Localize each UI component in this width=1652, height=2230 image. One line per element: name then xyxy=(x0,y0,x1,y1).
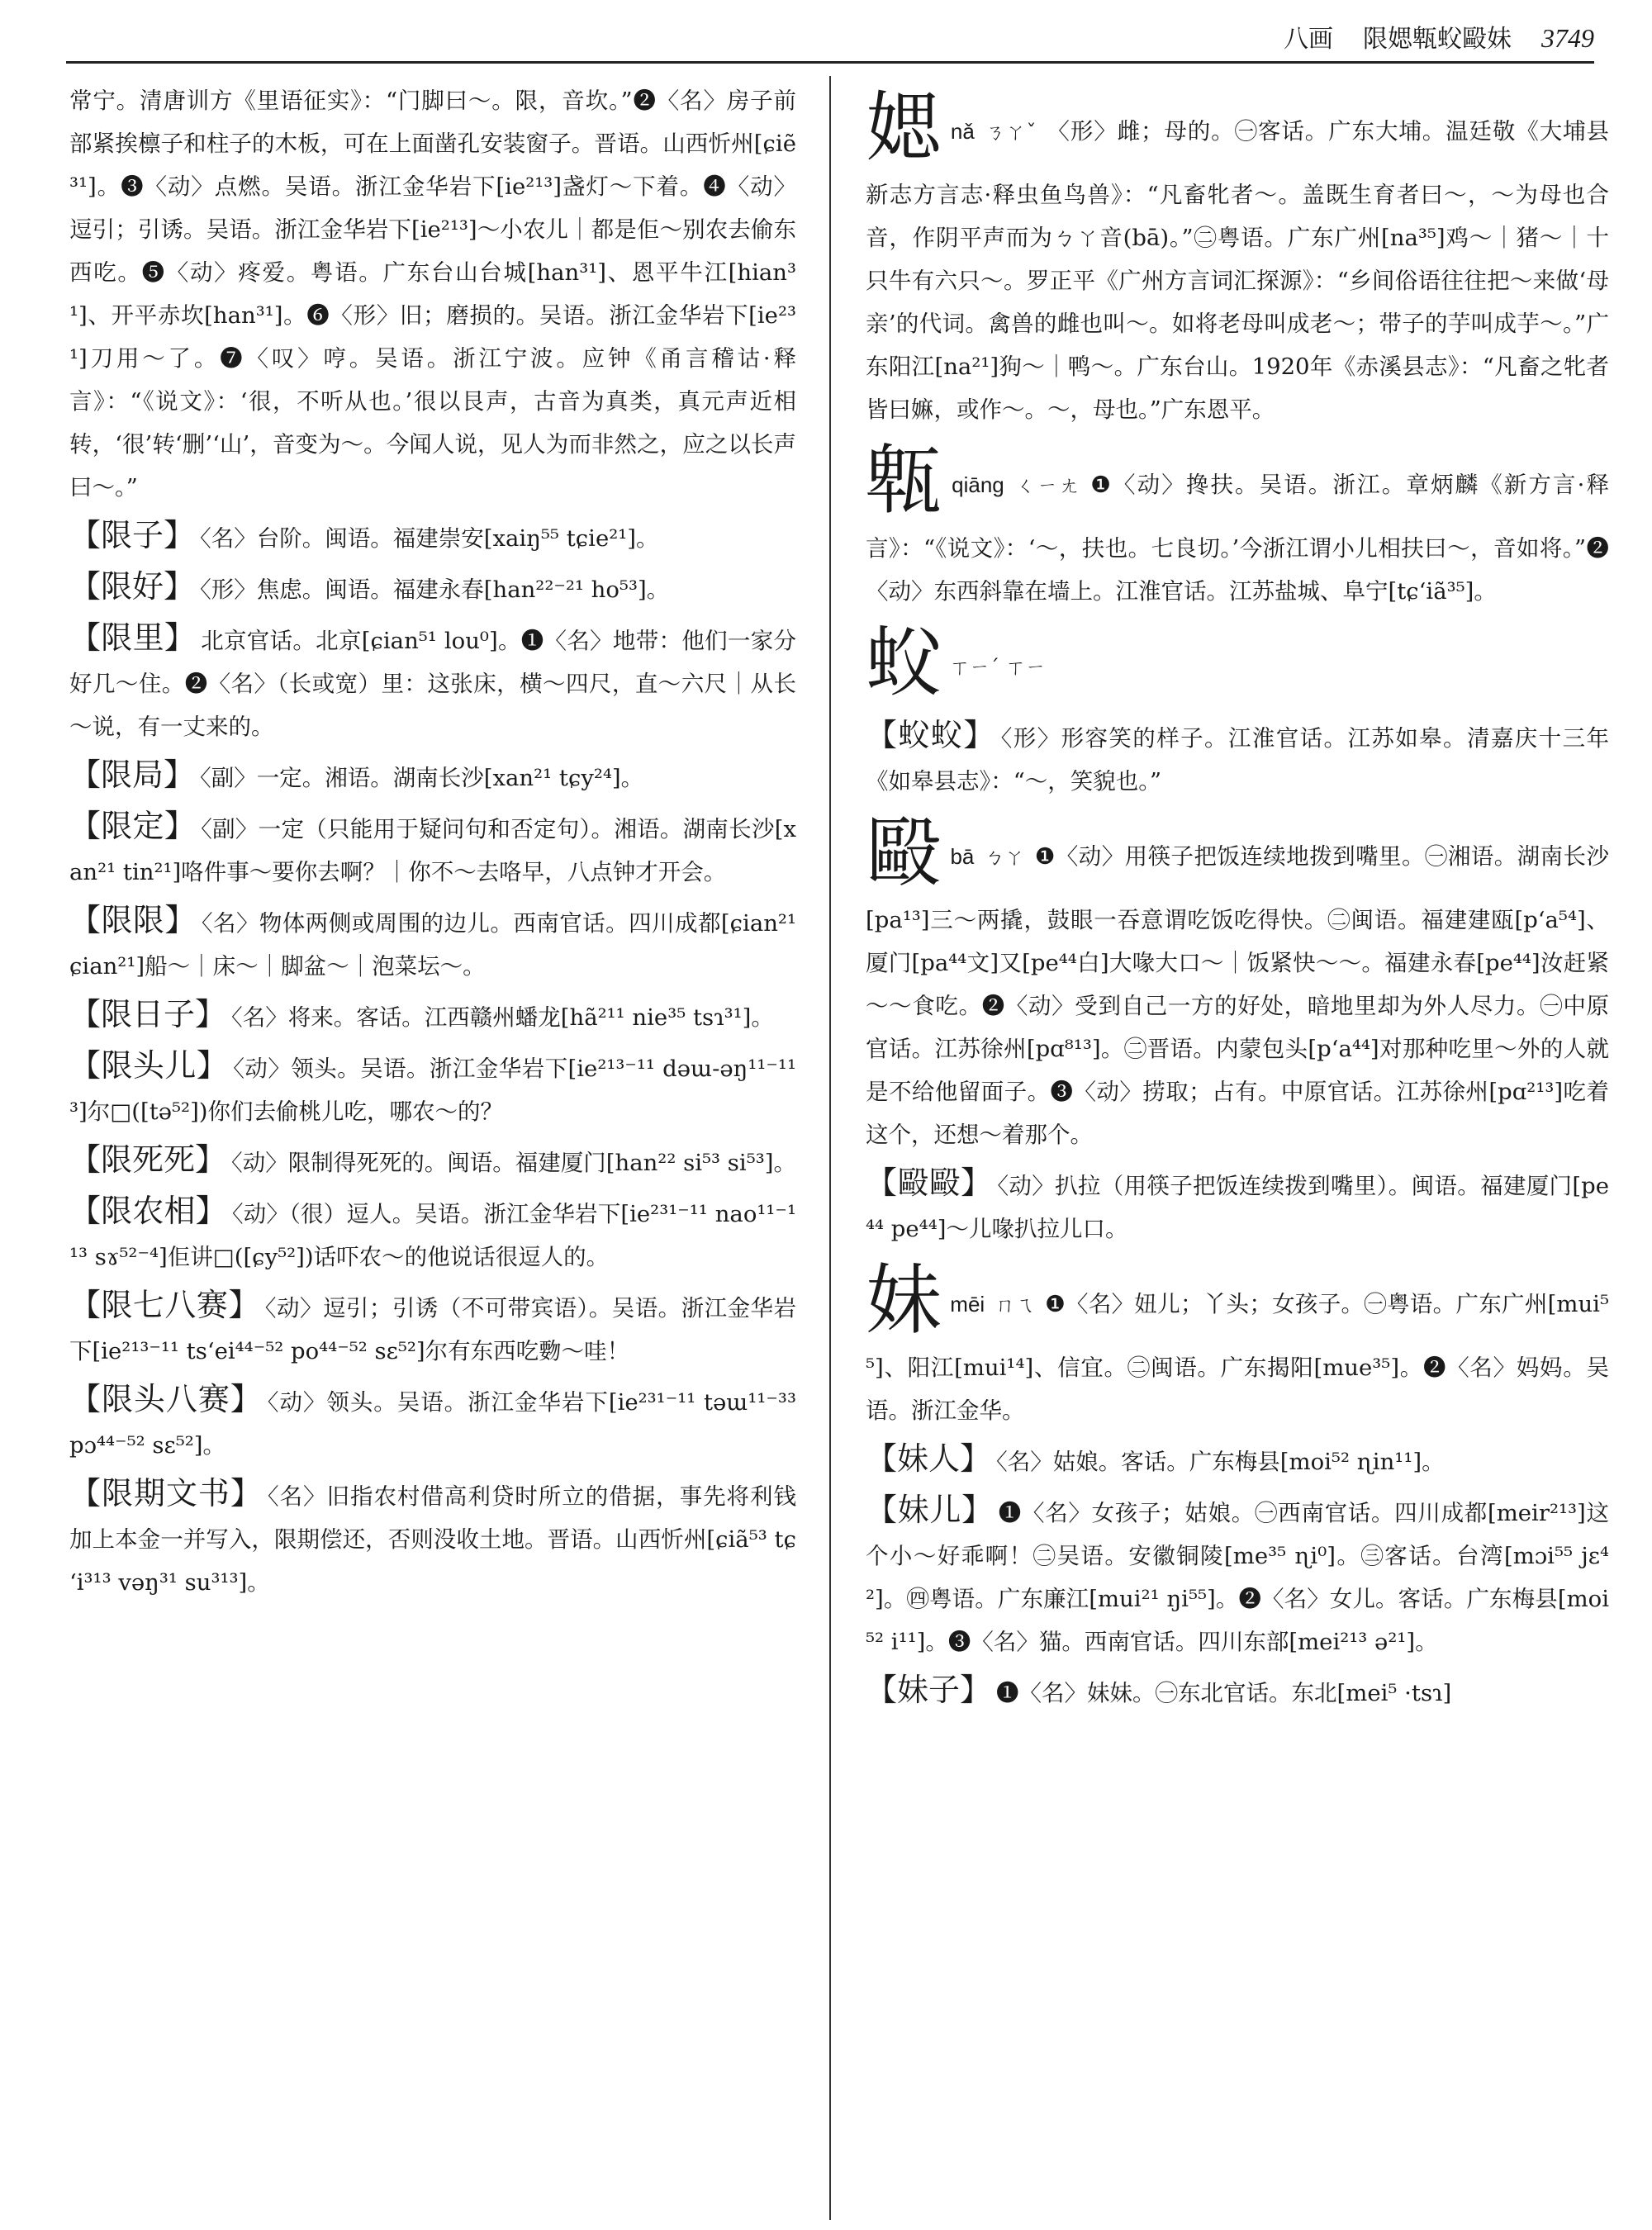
char-entry-xi xyxy=(866,618,1609,709)
entry-text: 〈动〉扒拉（用筷子把饭连续拨到嘴里）。闽语。福建厦门[pe⁴⁴ pe⁴⁴]～儿喙扒拉儿口。 xyxy=(866,1173,1609,1242)
zhuyin: ㄇㄟ xyxy=(995,1293,1036,1317)
continued-entry xyxy=(69,79,796,509)
headword-char: 蚥 xyxy=(866,619,942,707)
entry-text: ❶〈动〉用筷子把饭连续地拨到嘴里。㊀湘语。湖南长沙[pa¹³]三～两撬，鼓眼一吞意谓吃饭吃得快。㊁闽语。福建建瓯[pʻa⁵⁴]、厦门[pa⁴⁴文]又[pe⁴⁴白]大喙大口～｜饭紧快～～。福建永春[pe⁴⁴]汝赶紧～～食吃。❷〈动〉受到自己一方的好处，暗地里却为外人尽力。㊀中原官话。江苏徐州[pɑ⁸¹³]。㊁晋语。内蒙包头[pʻa⁴⁴]对那种吃里～外的人就是不给他留面子。❸〈动〉捞取；占有。中原官话。江苏徐州[pɑ²¹³]吃着这个，还想～着那个。 xyxy=(866,843,1609,1148)
entry-headword: 【限定】 xyxy=(69,808,197,844)
entry-text: 〈名〉姑娘。客话。广东梅县[moi⁵² ɳin¹¹]。 xyxy=(996,1449,1445,1475)
entry-text: 〈动〉领头。吴语。浙江金华岩下[ie²¹³⁻¹¹ dəɯ-əŋ¹¹⁻¹¹³]尔□([tə⁵²])你们去偷桃儿吃，哪农～的？ xyxy=(69,1056,796,1125)
entry-headword: 【限好】 xyxy=(69,568,196,605)
entry-text: ❶〈动〉搀扶。吴语。浙江。章炳麟《新方言·释言》：“《说文》：‘～，扶也。七良切。’今浙江谓小儿相扶曰～，音如将。”❷〈动〉东西斜靠在墙上。江淮官话。江苏盐城、阜宁[tɕʻiã³⁵]。 xyxy=(866,472,1609,605)
zhuyin: ㄅㄚ xyxy=(984,846,1025,869)
entry-text: 〈名〉物体两侧或周围的边儿。西南官话。四川成都[ɕian²¹ ɕian²¹]船～｜床～｜脚盆～｜泡菜坛～。 xyxy=(69,910,796,980)
char-entry-ba xyxy=(866,808,1609,1156)
entry-text: ❶〈名〉妞儿；丫头；女孩子。㊀粤语。广东广州[mui⁵⁵]、阳江[mui¹⁴]、信宜。㊁闽语。广东揭阳[mue³⁵]。❷〈名〉妈妈。吴语。浙江金华。 xyxy=(866,1291,1609,1424)
entry-headword: 【限里】 xyxy=(69,619,197,656)
right-column xyxy=(866,79,1609,2218)
entry-text: 〈动〉逗引；引诱（不可带宾语）。吴语。浙江金华岩下[ie²¹³⁻¹¹ tsʻei⁴⁴⁻⁵² po⁴⁴⁻⁵² sɛ⁵²]尔有东西吃覅～哇！ xyxy=(69,1295,796,1364)
entry-xiansisi xyxy=(69,1138,796,1184)
header-right xyxy=(1284,18,1594,55)
entry-xianli xyxy=(69,616,796,748)
entry-headword: 【妹人】 xyxy=(866,1440,992,1477)
entry-xixi xyxy=(866,714,1609,803)
entry-xianrizi xyxy=(69,993,796,1039)
page-header xyxy=(0,0,1652,74)
entry-text: 〈动〉限制得死死的。闽语。福建厦门[han²² si⁵³ si⁵³]。 xyxy=(231,1150,796,1176)
headword-char: 㼰 xyxy=(866,437,944,525)
entry-headword: 【限头儿】 xyxy=(69,1047,229,1084)
entry-text: 〈名〉将来。客话。江西赣州蟠龙[hã²¹¹ nie³⁵ tsɿ³¹]。 xyxy=(231,1004,774,1031)
entry-baba xyxy=(866,1161,1609,1250)
header-rule xyxy=(66,61,1594,64)
entry-xianding xyxy=(69,804,796,894)
entry-headword: 【限头八赛】 xyxy=(69,1381,263,1417)
entry-headword: 【限限】 xyxy=(69,902,197,938)
entry-text: 〈形〉雌；母的。㊀客话。广东大埔。温廷敬《大埔县新志方言志·释虫鱼鸟兽》：“凡畜牝者～。盖既生育者曰～，～为母也合音，作阴平声而为ㄅㄚ音(bā)。”㊁粤语。广东广州[na³⁵]鸡～｜猪～｜十只牛有六只～。罗正平《广州方言词汇探源》：“乡间俗语往往把～来做‘母亲’的代词。禽兽的雌也叫～。如将老母叫成老～；带子的芋叫成芋～。”广东阳江[na²¹]狗～｜鸭～。广东台山。1920年《赤溪县志》：“凡畜之牝者皆曰嫲，或作～。～，母也。”广东恩平。 xyxy=(866,118,1609,423)
headword-char: 妹 xyxy=(866,1256,942,1345)
pinyin: qiāng xyxy=(952,472,1004,497)
entry-xianzi xyxy=(69,514,796,560)
pinyin: mēi xyxy=(950,1292,985,1317)
entry-meier xyxy=(866,1488,1609,1663)
entry-text: 〈副〉一定。湘语。湖南长沙[xan²¹ tɕy²⁴]。 xyxy=(200,765,644,791)
entry-headword: 【限死死】 xyxy=(69,1141,227,1178)
entry-text: 〈名〉台阶。闽语。福建崇安[xaiŋ⁵⁵ tɕie²¹]。 xyxy=(200,525,659,552)
entry-headword: 【限期文书】 xyxy=(69,1475,263,1511)
entry-text: 〈动〉领头。吴语。浙江金华岩下[ie²³¹⁻¹¹ təɯ¹¹⁻³³ pɔ⁴⁴⁻⁵² sɛ⁵²]。 xyxy=(69,1389,796,1459)
entry-headword: 【妹子】 xyxy=(866,1672,992,1708)
entry-xianqiwenshu xyxy=(69,1472,796,1604)
entry-text: ❶〈名〉妹妹。㊀东北官话。东北[mei⁵ ·tsɿ] xyxy=(996,1680,1452,1706)
left-column xyxy=(69,79,796,2218)
headword-char: 媤 xyxy=(866,83,942,172)
entry-headword: 【限局】 xyxy=(69,757,196,793)
entry-text: 北京官话。北京[ɕian⁵¹ lou⁰]。❶〈名〉地带：他们一家分好几～住。❷〈名〉（长或宽）里：这张床，横～四尺，直～六尺｜从长～说，有一丈来的。 xyxy=(69,628,796,740)
entry-xianqibasai xyxy=(69,1283,796,1373)
entry-xianhao xyxy=(69,565,796,611)
header-title: 限媤㼰蚥毆妹 xyxy=(1363,25,1512,54)
entry-headword: 【毆毆】 xyxy=(866,1165,993,1201)
entry-text: 〈形〉焦虑。闽语。福建永春[han²²⁻²¹ ho⁵³]。 xyxy=(200,576,670,603)
zhuyin: ㄑㄧㄤ xyxy=(1014,474,1081,497)
pinyin: nǎ xyxy=(950,119,975,144)
entry-xiannongxiang xyxy=(69,1189,796,1279)
entry-text: 〈名〉旧指农村借高利贷时所立的借据，事先将利钱加上本金一并写入，限期偿还，否则没收土地。晋语。山西忻州[ɕiã⁵³ tɕʻi³¹³ vəŋ³¹ su³¹³]。 xyxy=(69,1483,796,1596)
entry-meiren xyxy=(866,1437,1609,1483)
entry-text: ❶〈名〉女孩子；姑娘。㊀西南官话。四川成都[meir²¹³]这个小～好乖啊！㊁吴语。安徽铜陵[me³⁵ ɳi⁰]。㊂客话。台湾[mɔi⁵⁵ jɛ⁴²]。㊃粤语。广东廉江[mui²¹ ŋi⁵⁵]。❷〈名〉女儿。客话。广东梅县[moi⁵² i¹¹]。❸〈名〉猫。西南官话。四川东部[mei²¹³ ə²¹]。 xyxy=(866,1500,1609,1655)
entry-xianju xyxy=(69,753,796,799)
page-number: 3749 xyxy=(1541,23,1594,53)
entry-headword: 【蚥蚥】 xyxy=(866,717,996,753)
entry-headword: 【妹儿】 xyxy=(866,1492,994,1528)
zhuyin: ㄒㄧˊ ㄒㄧ xyxy=(950,656,1046,679)
entry-xiantoubasai xyxy=(69,1378,796,1467)
column-divider xyxy=(829,76,831,2220)
entry-text: 常宁。清唐训方《里语征实》：“门脚曰～。限，音坎。”❷〈名〉房子前部紧挨檩子和柱子的木板，可在上面凿孔安装窗子。晋语。山西忻州[ɕiẽ³¹]。❸〈动〉点燃。吴语。浙江金华岩下[ie²¹³]盏灯～下着。❹〈动〉逗引；引诱。吴语。浙江金华岩下[ie²¹³]～小农儿｜都是佢～别农去偷东西吃。❺〈动〉疼爱。粤语。广东台山台城[han³¹]、恩平牛江[hian³¹]、开平赤坎[han³¹]。❻〈形〉旧；磨损的。吴语。浙江金华岩下[ie²³¹]刀用～了。❼〈叹〉哼。吴语。浙江宁波。应钟《甬言稽诂·释言》：“《说文》：‘很，不听从也。’很以艮声，古音为真类，真元声近相转，‘很’转‘删’‘山’，音变为～。今闻人说，见人为而非然之，应之以长声曰～。” xyxy=(69,88,796,501)
zhuyin: ㄋㄚˇ xyxy=(984,121,1037,144)
entry-meizi xyxy=(866,1668,1609,1715)
pinyin: bā xyxy=(950,844,975,869)
entry-text: 〈副〉一定（只能用于疑问句和否定句）。湘语。湖南长沙[xan²¹ tin²¹]咯件事～要你去啊？｜你不～去咯早，八点钟才开会。 xyxy=(69,816,796,885)
entry-headword: 【限农相】 xyxy=(69,1193,227,1229)
char-entry-na xyxy=(866,83,1609,431)
entry-xiantouer xyxy=(69,1044,796,1133)
entry-text: 〈形〉形容笑的样子。江淮官话。江苏如皋。清嘉庆十三年《如皋县志》：“～，笑貌也。” xyxy=(866,725,1609,795)
char-entry-qiang xyxy=(866,436,1609,613)
entry-xianxian xyxy=(69,899,796,988)
entry-headword: 【限七八赛】 xyxy=(69,1287,260,1323)
char-entry-mei xyxy=(866,1255,1609,1432)
header-section: 八画 xyxy=(1284,25,1333,54)
entry-headword: 【限日子】 xyxy=(69,996,227,1032)
entry-headword: 【限子】 xyxy=(69,517,196,553)
headword-char: 毆 xyxy=(866,809,942,897)
entry-text: 〈动〉（很）逗人。吴语。浙江金华岩下[ie²³¹⁻¹¹ nao¹¹⁻¹¹³ sɤ⁵²⁻⁴]佢讲□([ɕy⁵²])话吓农～的他说话很逗人的。 xyxy=(69,1201,796,1270)
